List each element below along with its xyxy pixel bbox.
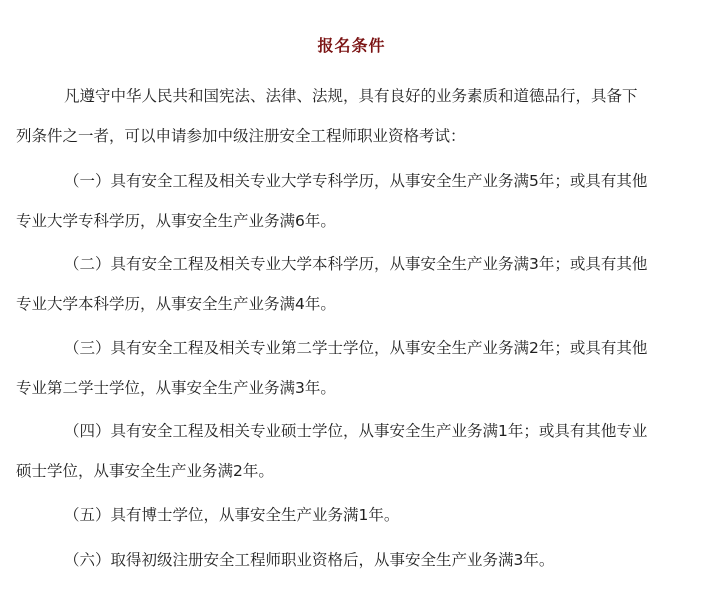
condition-4: （四）具有安全工程及相关专业硕士学位，从事安全生产业务满1年；或具有其他专业硕士学位，从事安全生产业务满2年。 xyxy=(16,422,648,480)
condition-3: （三）具有安全工程及相关专业第二学士学位，从事安全生产业务满2年；或具有其他专业第二学士学位，从事安全生产业务满3年。 xyxy=(16,339,648,397)
page-title: 报名条件 xyxy=(317,36,386,55)
condition-6: （六）取得初级注册安全工程师职业资格后，从事安全生产业务满3年。 xyxy=(64,551,555,569)
intro-paragraph: 凡遵守中华人民共和国宪法、法律、法规，具有良好的业务素质和道德品行，具备下列条件之一者，可以申请参加中级注册安全工程师职业资格考试： xyxy=(16,87,638,145)
condition-5: （五）具有博士学位，从事安全生产业务满1年。 xyxy=(64,506,400,524)
condition-2: （二）具有安全工程及相关专业大学本科学历，从事安全生产业务满3年；或具有其他专业大学本科学历，从事安全生产业务满4年。 xyxy=(16,255,648,313)
condition-1: （一）具有安全工程及相关专业大学专科学历，从事安全生产业务满5年；或具有其他专业大学专科学历，从事安全生产业务满6年。 xyxy=(16,172,648,230)
